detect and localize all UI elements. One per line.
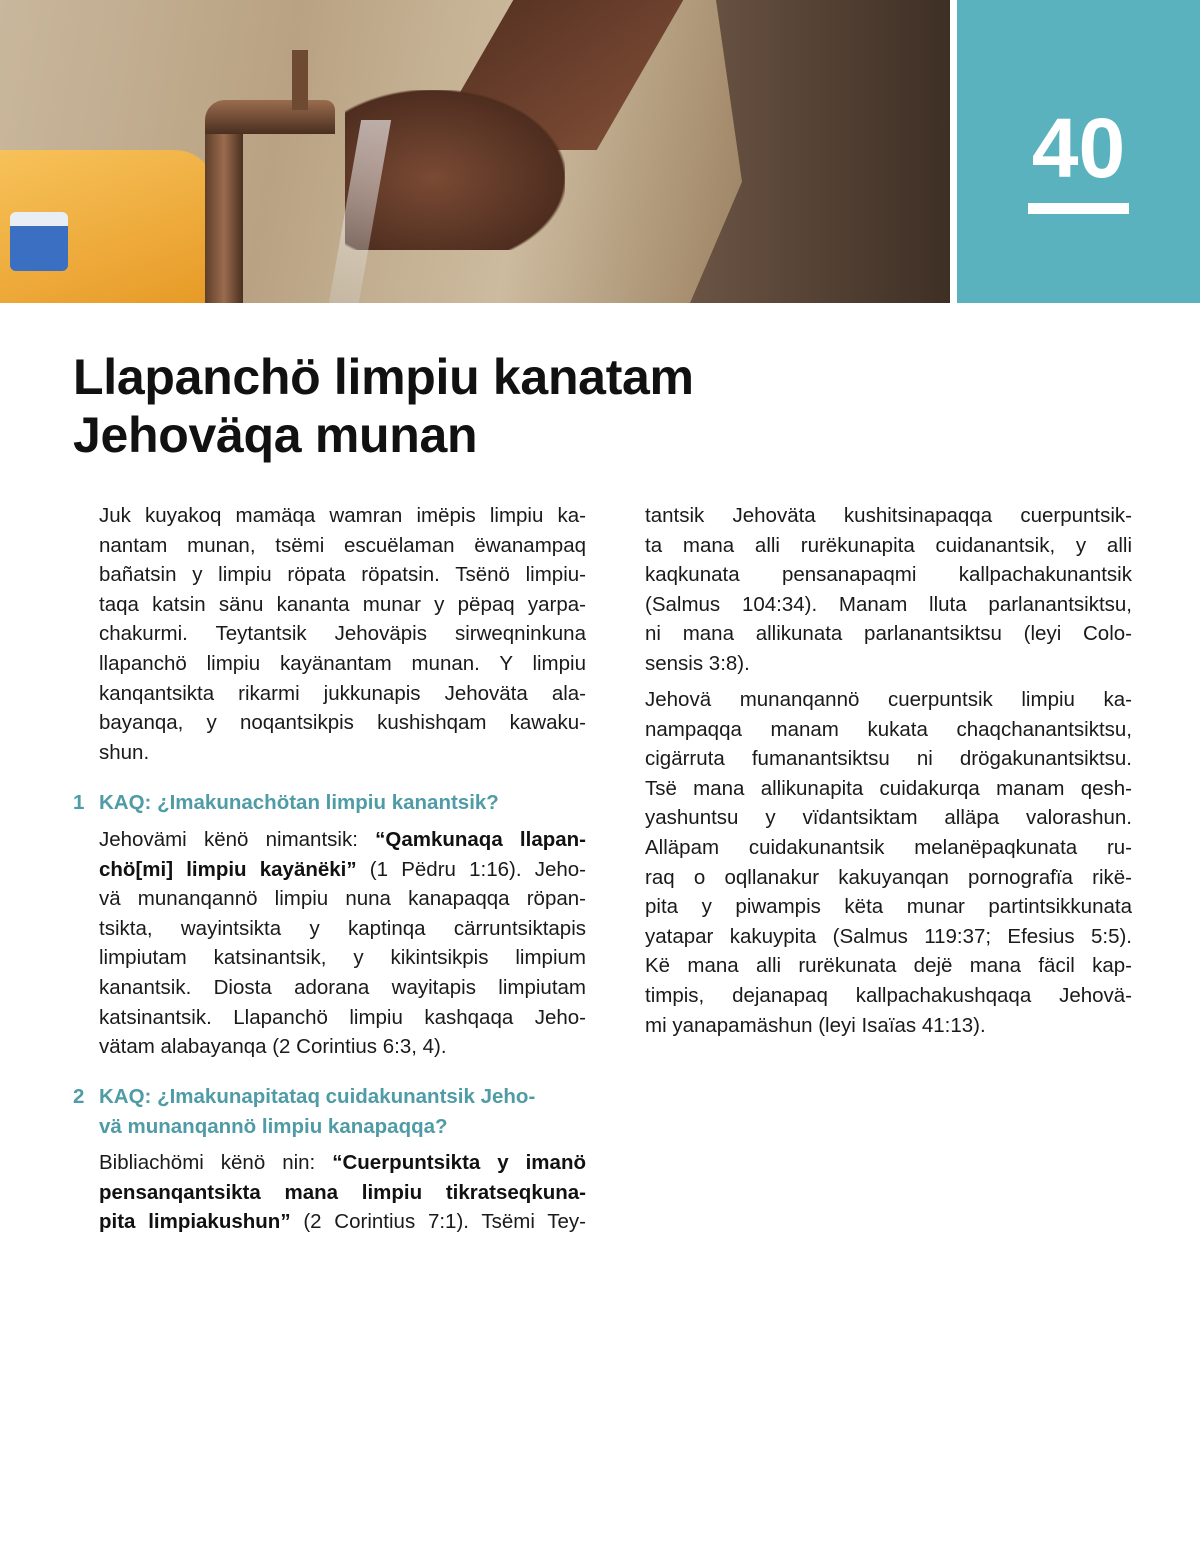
text-line: [645, 951, 1132, 981]
section-2-paragraph-continued: [645, 501, 1132, 679]
text-line: [645, 744, 1132, 774]
text-line: [645, 863, 1132, 893]
text-segment: sensis 3:8).: [645, 651, 750, 675]
text-line: [645, 1011, 1132, 1041]
lesson-number: 40: [1031, 101, 1126, 195]
text-line: [99, 943, 586, 973]
photo-jug-cap: [10, 212, 68, 271]
text-segment: yatapar kakuypita (Salmus 119:37; Efesius 5:5).: [645, 924, 1132, 948]
text-segment: (2 Corintius 7:1). Tsëmi Tey-: [290, 1210, 586, 1234]
text-line: [99, 501, 586, 531]
photo-person-legs: [690, 0, 950, 303]
text-line: [99, 1148, 586, 1178]
text-line: [645, 833, 1132, 863]
hero-photo: [0, 0, 950, 303]
text-line: [99, 708, 586, 738]
text-segment: kaqkunata pensanapaqmi kallpachakunantsik: [645, 563, 1132, 587]
text-line: [645, 649, 1132, 679]
text-segment: llapanchö limpiu kayänantam munan. Y limpiu: [99, 651, 586, 675]
text-segment: Juk kuyakoq mamäqa wamran imëpis limpiu ka-: [99, 504, 586, 527]
text-line: [645, 981, 1132, 1011]
text-segment: tsikta, wayintsikta y kaptinqa cärruntsiktapis: [99, 916, 586, 940]
text-segment: limpiutam katsinantsik, y kikintsikpis limpium: [99, 946, 586, 970]
text-line: [645, 501, 1132, 531]
text-segment: raq o oqllanakur kakuyanqan pornografïa rikë-: [645, 865, 1132, 889]
text-line: [99, 1207, 586, 1237]
text-line: [99, 531, 586, 561]
text-segment: vätam alabayanqa (2 Corintius 6:3, 4).: [99, 1035, 447, 1059]
text-segment: mi yanapamäshun (leyi Isaïas 41:13).: [645, 1013, 986, 1037]
text-line: [99, 1003, 586, 1033]
text-segment: kanqantsikta rikarmi jukkunapis Jehoväta ala-: [99, 681, 586, 705]
section-question: KAQ: ¿Imakunachötan limpiu kanantsik?: [99, 791, 499, 814]
text-line: [645, 892, 1132, 922]
text-segment: ta mana alli rurëkunapita cuidanantsik, y alli: [645, 533, 1132, 557]
text-segment: bayanqa, y noqantsikpis kushishqam kawaku-: [99, 711, 586, 735]
text-line: [99, 1178, 586, 1208]
text-segment: (Salmus 104:34). Manam lluta parlanantsiktsu,: [645, 592, 1132, 616]
text-segment: bañatsin y limpiu röpata röpatsin. Tsënö limpiu-: [99, 563, 586, 587]
photo-faucet: [205, 100, 335, 134]
text-line: [645, 803, 1132, 833]
text-segment: Tsë mana allikunapita cuidakurqa manam qesh-: [645, 776, 1132, 800]
text-line: [99, 914, 586, 944]
page-title: [73, 348, 694, 464]
text-segment: Jehovämi kënö nimantsik:: [99, 828, 376, 851]
text-line: [645, 619, 1132, 649]
text-line: [99, 738, 586, 768]
text-segment: Alläpam cuidakunantsik melanëpaqkunata ru-: [645, 835, 1132, 859]
page-title-line: Llapanchö limpiu kanatam: [73, 349, 694, 405]
bold-quote-text: “Qamkunaqa llapan-: [375, 828, 586, 851]
intro-paragraph: [99, 501, 586, 767]
section-2-paragraph: [99, 1148, 586, 1237]
text-line: [99, 649, 586, 679]
text-segment: (1 Pëdru 1:16). Jeho-: [356, 857, 586, 881]
photo-pipe: [205, 120, 243, 303]
text-segment: Kë mana alli rurëkunata dejë mana fäcil kap-: [645, 954, 1132, 978]
text-line: [99, 825, 586, 855]
text-line: [99, 560, 586, 590]
text-line: [99, 679, 586, 709]
text-line: [99, 855, 586, 885]
lesson-number-badge: [957, 0, 1200, 303]
text-segment: taqa katsin sänu kananta munar y pëpaq yarpa-: [99, 592, 586, 616]
text-line: [645, 531, 1132, 561]
text-segment: pita y piwampis këta munar partintsikkunata: [645, 895, 1132, 919]
section-2-paragraph-2: [645, 685, 1132, 1040]
text-line: [99, 590, 586, 620]
text-segment: nampaqqa manam kukata chaqchanantsiktsu,: [645, 717, 1132, 741]
text-segment: shun.: [99, 740, 150, 764]
text-line: [99, 973, 586, 1003]
section-number: 2: [73, 1085, 85, 1108]
text-segment: Jehovä munanqannö cuerpuntsik limpiu ka-: [645, 688, 1132, 711]
lesson-number-underline: [1028, 203, 1129, 214]
text-segment: Bibliachömi kënö nin:: [99, 1151, 333, 1174]
page-title-line: Jehoväqa munan: [73, 407, 478, 463]
text-line: [645, 922, 1132, 952]
text-segment: cigärruta fumanantsiktsu ni drögakunantsiktsu.: [645, 747, 1132, 771]
text-segment: nantam munan, tsëmi escuëlaman ëwanampaq: [99, 533, 586, 557]
text-line: [645, 774, 1132, 804]
bold-quote-text: “Cuerpuntsikta y imanö: [332, 1151, 586, 1174]
text-line: [99, 619, 586, 649]
photo-tap-handle: [292, 50, 308, 110]
bold-quote-text: pita limpiakushun”: [99, 1210, 291, 1234]
section-question: vä munanqannö limpiu kanapaqqa?: [99, 1115, 448, 1138]
section-number: 1: [73, 791, 85, 814]
text-segment: kanantsik. Diosta adorana wayitapis limpiutam: [99, 975, 586, 999]
text-segment: tantsik Jehoväta kushitsinapaqqa cuerpuntsik-: [645, 504, 1132, 527]
text-line: [645, 685, 1132, 715]
bold-quote-text: chö[mi] limpiu kayänëki”: [99, 857, 357, 881]
text-line: [99, 884, 586, 914]
text-line: [645, 715, 1132, 745]
section-question: KAQ: ¿Imakunapitataq cuidakunantsik Jeho-: [99, 1085, 536, 1108]
bold-quote-text: pensanqantsikta mana limpiu tikratseqkuna-: [99, 1180, 586, 1204]
section-1-paragraph: [99, 825, 586, 1062]
text-segment: timpis, dejanapaq kallpachakushqaqa Jehovä-: [645, 983, 1132, 1007]
text-segment: yashuntsu y vïdantsiktam alläpa valorashun.: [645, 806, 1132, 830]
text-segment: katsinantsik. Llapanchö limpiu kashqaqa Jeho-: [99, 1005, 586, 1029]
text-segment: ni mana allikunata parlanantsiktsu (leyi Colo-: [645, 622, 1132, 646]
text-segment: chakurmi. Teytantsik Jehoväpis sirweqninkuna: [99, 622, 586, 646]
text-line: [99, 1032, 586, 1062]
text-line: [645, 560, 1132, 590]
text-segment: vä munanqannö limpiu nuna kanapaqqa röpan-: [99, 887, 586, 911]
text-line: [645, 590, 1132, 620]
